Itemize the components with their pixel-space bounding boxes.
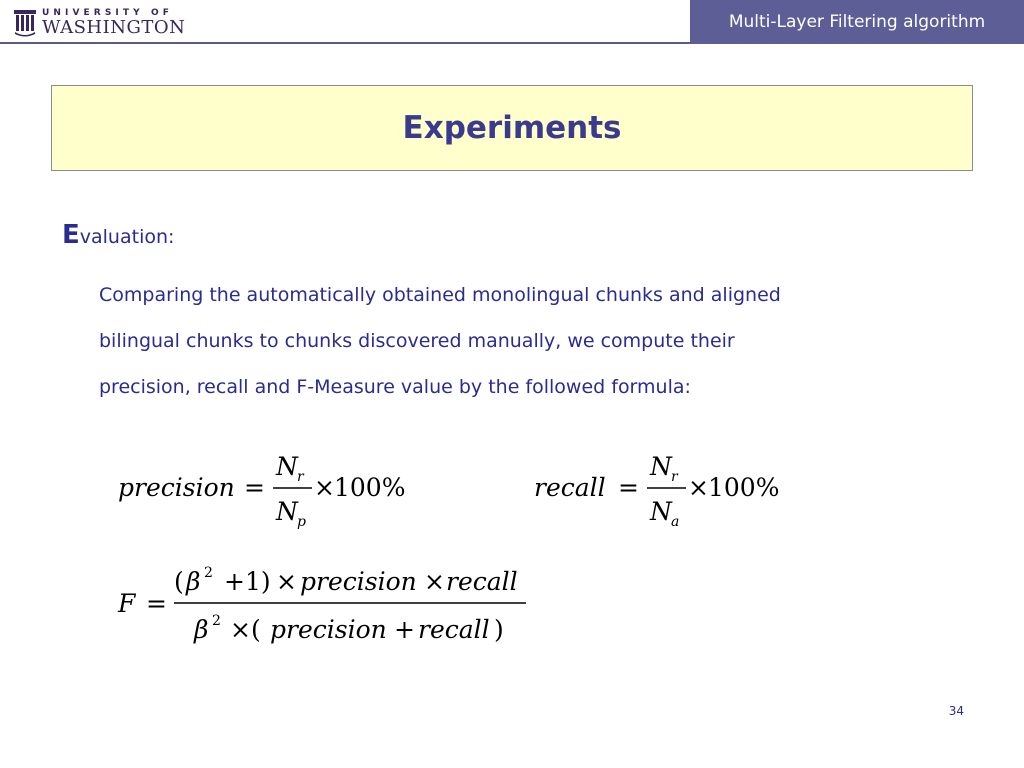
fmeasure-open-paren: ( bbox=[174, 567, 184, 596]
precision-num-symbol: N bbox=[276, 452, 298, 481]
recall-times: × bbox=[688, 473, 709, 502]
heading-initial: E bbox=[62, 220, 80, 250]
slide-title-box bbox=[51, 85, 973, 171]
precision-percent: 100% bbox=[334, 473, 406, 502]
fmeasure-equals: = bbox=[146, 589, 167, 618]
uw-crest-icon bbox=[12, 8, 38, 38]
fmeasure-den-times: ×( bbox=[230, 615, 261, 644]
recall-equals: = bbox=[618, 473, 639, 502]
precision-den-sub: p bbox=[297, 514, 306, 530]
university-logo bbox=[12, 7, 185, 39]
paragraph-line: Comparing the automatically obtained monolingual chunks and aligned bbox=[99, 284, 781, 306]
header-divider bbox=[0, 42, 690, 44]
precision-formula bbox=[118, 452, 405, 530]
fmeasure-beta-square: 2 bbox=[204, 565, 213, 581]
presentation-title: Multi-Layer Filtering algorithm bbox=[690, 0, 1024, 44]
fmeasure-den-recall: recall bbox=[418, 615, 490, 644]
precision-times: × bbox=[314, 473, 335, 502]
slide-title: Experiments bbox=[402, 110, 622, 146]
recall-den-sub: a bbox=[671, 514, 680, 530]
fmeasure-plus-one: +1) bbox=[224, 567, 271, 596]
logo-bottom-text: WASHINGTON bbox=[42, 17, 186, 38]
fmeasure-den-plus: + bbox=[394, 615, 415, 644]
fmeasure-times-2: × bbox=[424, 567, 445, 596]
precision-lhs: precision bbox=[118, 473, 235, 502]
fmeasure-num-precision: precision bbox=[300, 567, 417, 596]
precision-num-sub: r bbox=[297, 469, 304, 485]
fmeasure-times-1: × bbox=[276, 567, 297, 596]
recall-num-sub: r bbox=[671, 469, 678, 485]
formula-area bbox=[0, 430, 1024, 660]
page-number: 34 bbox=[948, 704, 964, 718]
fmeasure-den-beta: β bbox=[194, 615, 209, 644]
section-heading bbox=[62, 220, 174, 250]
paragraph-line: precision, recall and F-Measure value by the followed formula: bbox=[99, 376, 691, 398]
logo-top-text: UNIVERSITY OF bbox=[42, 8, 173, 18]
fmeasure-formula bbox=[117, 565, 526, 644]
body-paragraph bbox=[99, 272, 969, 410]
fmeasure-den-precision: precision bbox=[270, 615, 387, 644]
precision-den-symbol: N bbox=[276, 497, 298, 526]
fmeasure-lhs: F bbox=[118, 589, 136, 618]
fmeasure-den-beta-square: 2 bbox=[212, 613, 221, 629]
fmeasure-beta: β bbox=[186, 567, 201, 596]
fmeasure-den-close: ) bbox=[494, 615, 504, 644]
fmeasure-num-recall: recall bbox=[446, 567, 518, 596]
recall-num-symbol: N bbox=[650, 452, 672, 481]
heading-rest: valuation: bbox=[79, 226, 175, 248]
recall-formula bbox=[534, 452, 779, 530]
recall-den-symbol: N bbox=[650, 497, 672, 526]
paragraph-line: bilingual chunks to chunks discovered manually, we compute their bbox=[99, 330, 735, 352]
recall-percent: 100% bbox=[708, 473, 780, 502]
recall-lhs: recall bbox=[534, 473, 606, 502]
precision-equals: = bbox=[244, 473, 265, 502]
